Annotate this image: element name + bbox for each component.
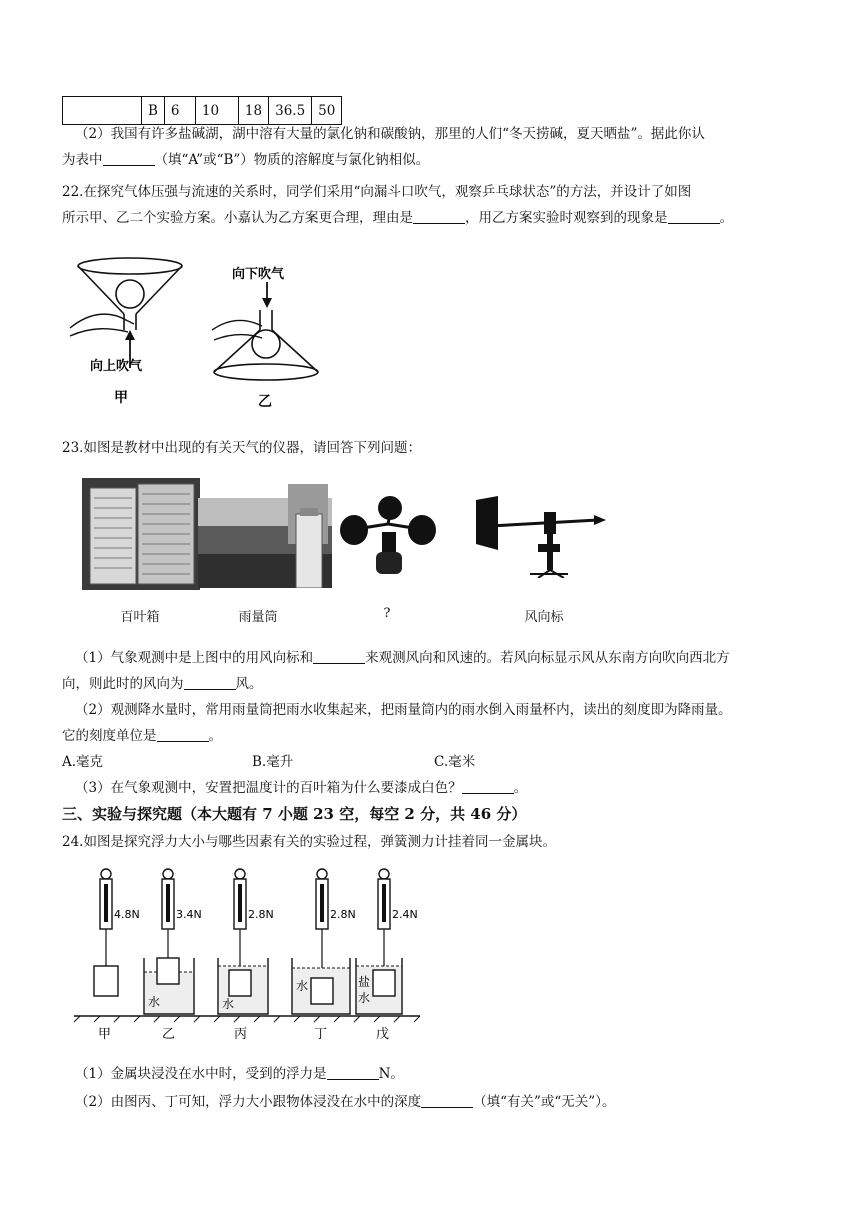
q23-p3	[75, 778, 527, 798]
liquid-label-water: 水	[222, 997, 235, 1011]
option-a[interactable]: A.毫克	[62, 754, 104, 770]
louver-box-photo	[82, 478, 200, 590]
table-cell-label: B	[142, 97, 165, 125]
caption-louver-box: 百叶箱	[120, 610, 160, 625]
reading-jia: 4.8N	[114, 908, 140, 921]
section-3-heading: 三、实验与探究题（本大题有 7 小题 23 空，每空 2 分，共 46 分）	[62, 805, 527, 823]
q23-p1-line2	[62, 674, 263, 694]
q23-p3-text-b: 。	[513, 780, 528, 796]
answer-blank[interactable]	[462, 779, 514, 794]
q24-p1	[75, 1064, 404, 1084]
answer-blank[interactable]	[313, 649, 365, 664]
q23-p1-text-b: 来观测风向和风速的。若风向标显示风从东南方向吹向西北方	[365, 650, 730, 666]
q22-text-c: 。	[719, 210, 733, 226]
buoyancy-experiment-figure	[70, 866, 430, 1048]
label-blow-up: 向上吹气	[90, 359, 143, 374]
q23-p2-text-b: 。	[208, 728, 222, 744]
caption-jia: 甲	[114, 390, 128, 406]
caption-jia-24: 甲	[98, 1027, 112, 1042]
caption-yi: 乙	[258, 394, 272, 410]
table-cell: 10	[195, 97, 238, 125]
reading-bing: 2.8N	[248, 908, 274, 921]
q24-p1-text-a: （1）金属块浸没在水中时，受到的浮力是	[75, 1066, 327, 1082]
reading-yi: 3.4N	[176, 908, 202, 921]
option-c[interactable]: C.毫米	[434, 754, 476, 770]
table-cell: 36.5	[269, 97, 312, 125]
table-cell: 6	[164, 97, 195, 125]
reading-ding: 2.8N	[330, 908, 356, 921]
label-blow-down: 向下吹气	[232, 267, 285, 282]
liquid-label-salt-1: 盐	[358, 975, 371, 989]
q21-2-text-a: 为表中	[62, 152, 103, 168]
liquid-label-salt-2: 水	[358, 991, 371, 1005]
funnel-experiment-figure	[62, 250, 322, 420]
answer-blank[interactable]	[327, 1065, 379, 1080]
answer-blank[interactable]	[421, 1093, 473, 1108]
anemometer-photo	[340, 492, 436, 584]
q23-intro: 23.如图是教材中出现的有关天气的仪器，请回答下列问题：	[62, 440, 421, 456]
caption-unknown-instrument: ?	[383, 606, 391, 621]
option-b[interactable]: B.毫升	[252, 754, 294, 770]
q24-p2-text-b: （填“有关”或“无关”）。	[473, 1094, 616, 1110]
answer-blank[interactable]	[184, 675, 236, 690]
q23-p1-text-d: 风。	[235, 676, 263, 692]
q23-p1-text-a: （1）气象观测中是上图中的用风向标和	[75, 650, 314, 666]
q24-intro: 24.如图是探究浮力大小与哪些因素有关的实验过程，弹簧测力计挂着同一金属块。	[62, 834, 556, 850]
caption-bing-24: 丙	[234, 1027, 248, 1042]
q22-text-b: ，用乙方案实验时观察到的现象是	[465, 210, 668, 226]
q22-line2	[62, 208, 733, 228]
table-cell-empty	[63, 97, 142, 125]
wind-vane-photo	[468, 494, 608, 578]
table-cell: 18	[238, 97, 268, 125]
q23-p1-text-c: 向，则此时的风向为	[62, 676, 184, 692]
caption-wind-vane: 风向标	[524, 610, 564, 625]
q23-p2-line2	[62, 726, 222, 746]
q21-2-text-b: （填“A”或“B”）物质的溶解度与氯化钠相似。	[154, 152, 430, 168]
q23-p2-line1: （2）观测降水量时，常用雨量筒把雨水收集起来，把雨量筒内的雨水倒入雨量杯内，读出的刻度即为降雨量。	[75, 702, 732, 718]
caption-ding-24: 丁	[314, 1027, 328, 1042]
funnel-yi-diagram	[212, 266, 318, 410]
answer-blank[interactable]	[103, 151, 155, 166]
caption-wu-24: 戊	[376, 1027, 390, 1042]
reading-wu: 2.4N	[392, 908, 418, 921]
funnel-jia-diagram	[70, 258, 182, 406]
table-row	[63, 97, 342, 125]
answer-blank[interactable]	[157, 727, 209, 742]
q21-2-line2	[62, 150, 429, 170]
caption-yi-24: 乙	[162, 1027, 176, 1042]
q21-2-line1: （2）我国有许多盐碱湖，湖中溶有大量的氯化钠和碳酸钠，那里的人们“冬天捞碱，夏天晒盐”。据此你认	[75, 126, 705, 142]
q22-text-a: 所示甲、乙二个实验方案。小嘉认为乙方案更合理，理由是	[62, 210, 413, 226]
answer-blank[interactable]	[668, 209, 720, 224]
q24-p2	[75, 1092, 615, 1112]
q24-p1-text-b: N。	[378, 1066, 404, 1082]
q22-line1: 22.在探究气体压强与流速的关系时，同学们采用“向漏斗口吹气，观察乒乓球状态”的方法，并设计了如图	[62, 184, 692, 200]
solubility-table-row	[62, 96, 342, 125]
caption-rain-gauge: 雨量筒	[238, 610, 278, 625]
answer-blank[interactable]	[413, 209, 465, 224]
q23-p2-text-a: 它的刻度单位是	[62, 728, 157, 744]
q23-p3-text-a: （3）在气象观测中，安置把温度计的百叶箱为什么要漆成白色？	[75, 780, 462, 796]
q24-p2-text-a: （2）由图丙、丁可知，浮力大小跟物体浸没在水中的深度	[75, 1094, 422, 1110]
q23-p1-line1	[75, 648, 730, 668]
table-cell: 50	[312, 97, 342, 125]
rain-gauge-photo	[198, 484, 332, 588]
liquid-label-water: 水	[148, 995, 161, 1009]
liquid-label-water: 水	[296, 979, 309, 993]
